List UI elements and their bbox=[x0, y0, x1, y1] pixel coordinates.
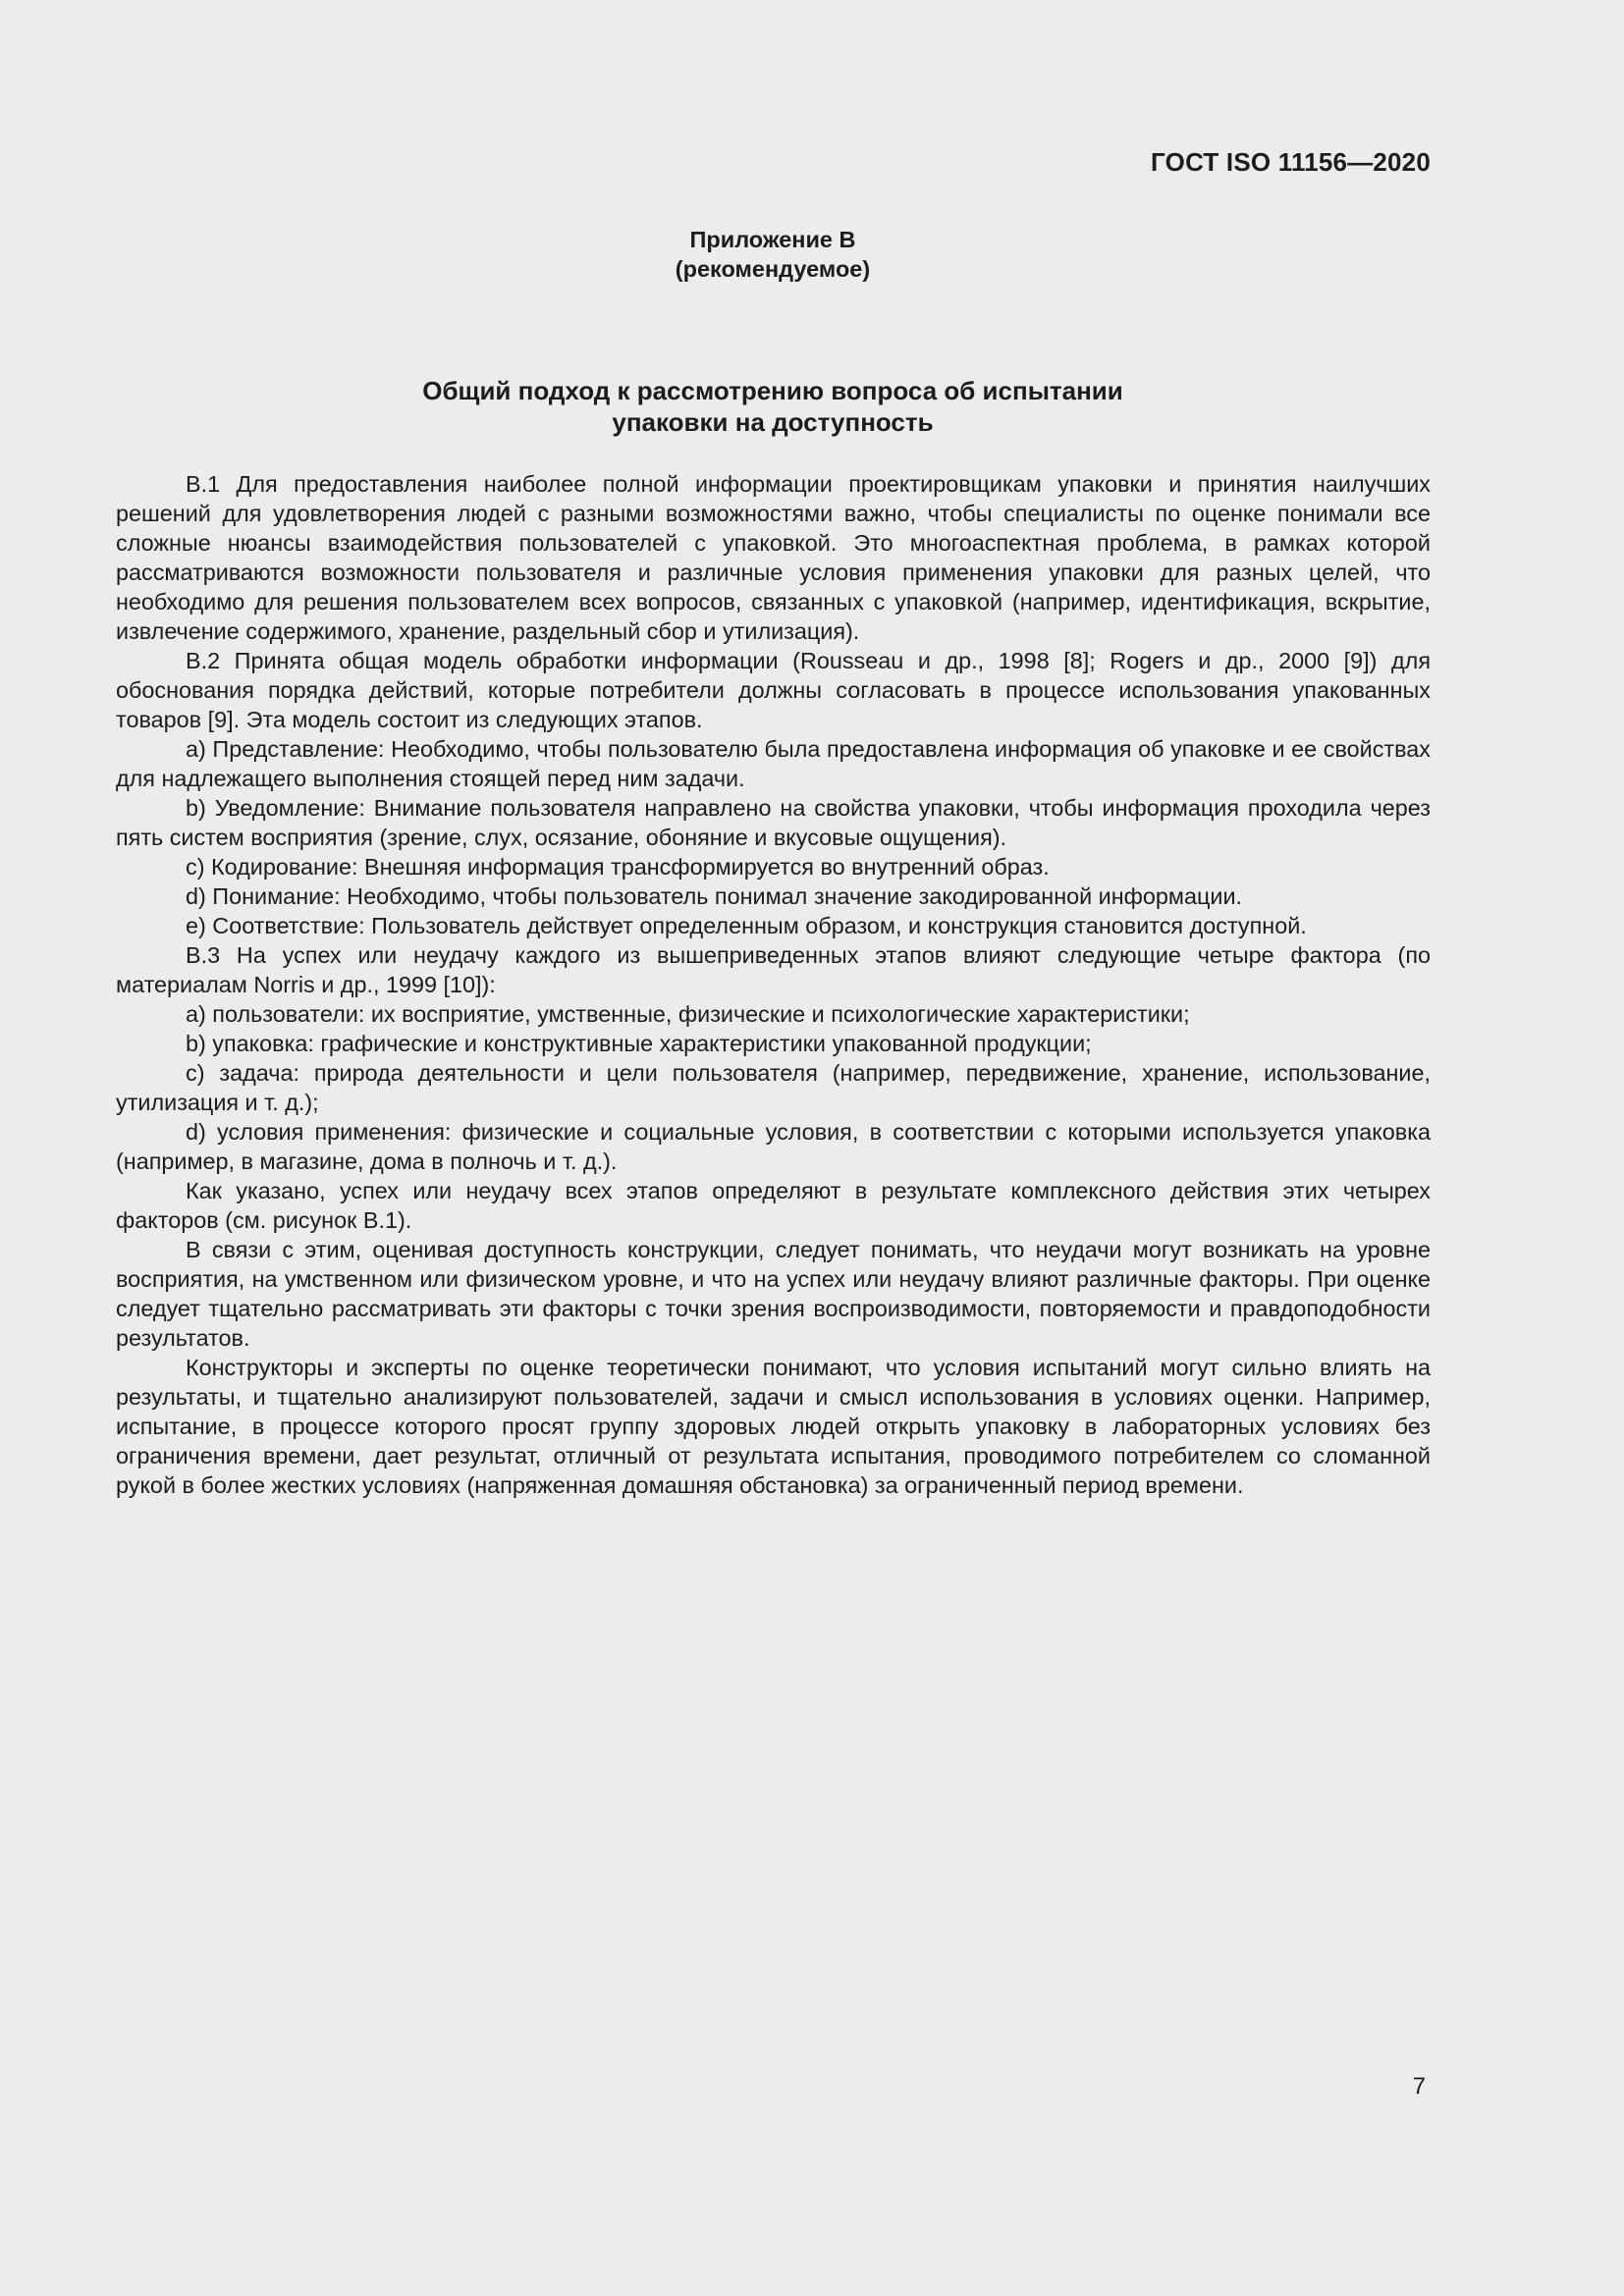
paragraph-b1: В.1 Для предоставления наиболее полной информации проектировщикам упаковки и принятия наилучших решений для удовлетворения людей с разными возможностями важно, чтобы специалисты по оценке понимали все сложные нюансы взаимодействия пользователей с упаковкой. Это многоаспектная проблема, в рамках которой рассматриваются возможности пользователя и различные условия применения упаковки для разных целей, что необходимо для решения пользователем всех вопросов, связанных с упаковкой (например, идентификация, вскрытие, извлечение содержимого, хранение, раздельный сбор и утилизация). bbox=[116, 471, 1431, 644]
paragraph-evaluation: В связи с этим, оценивая доступность конструкции, следует понимать, что неудачи могут возникать на уровне восприятия, на умственном или физическом уровне, и что на успех или неудачу влияют различные факторы. При оценке следует тщательно рассматривать эти факторы с точки зрения воспроизводимости, повторяемости и правдоподобности результатов. bbox=[116, 1237, 1431, 1351]
list-item-stage-d: d) Понимание: Необходимо, чтобы пользователь понимал значение закодированной информации. bbox=[186, 883, 1243, 909]
appendix-label: Приложение В bbox=[689, 227, 856, 252]
list-item-stage-c: c) Кодирование: Внешняя информация трансформируется во внутренний образ. bbox=[186, 854, 1050, 880]
paragraph-summary: Как указано, успех или неудачу всех этапов определяют в результате комплексного действия этих четырех факторов (см. рисунок В.1). bbox=[116, 1178, 1431, 1233]
list-item-factor-d: d) условия применения: физические и социальные условия, в соответствии с которыми используется упаковка (например, в магазине, дома в полночь и т. д.). bbox=[116, 1119, 1431, 1174]
list-item-factor-c: c) задача: природа деятельности и цели пользователя (например, передвижение, хранение, использование, утилизация и т. д.); bbox=[116, 1060, 1431, 1115]
list-item-factor-b: b) упаковка: графические и конструктивные характеристики упакованной продукции; bbox=[186, 1031, 1092, 1056]
section-title-line-2: упаковки на доступность bbox=[612, 407, 934, 437]
list-item-stage-a: a) Представление: Необходимо, чтобы пользователю была предоставлена информация об упаковке и ее свойствах для надлежащего выполнения стоящей перед ним задачи. bbox=[116, 736, 1431, 791]
section-title bbox=[0, 375, 1545, 438]
appendix-heading bbox=[0, 225, 1545, 284]
section-title-line-1: Общий подход к рассмотрению вопроса об испытании bbox=[422, 376, 1123, 405]
page-number: 7 bbox=[1412, 2073, 1426, 2100]
list-item-factor-a: a) пользователи: их восприятие, умственные, физические и психологические характеристики; bbox=[186, 1001, 1190, 1027]
document-code: ГОСТ ISO 11156—2020 bbox=[1151, 147, 1431, 177]
paragraph-b2: В.2 Принята общая модель обработки информации (Rousseau и др., 1998 [8]; Rogers и др., 2000 [9]) для обоснования порядка действий, которые потребители должны согласовать в процессе использования упакованных товаров [9]. Эта модель состоит из следующих этапов. bbox=[116, 648, 1431, 732]
paragraph-b3: В.3 На успех или неудачу каждого из вышеприведенных этапов влияют следующие четыре фактора (по материалам Norris и др., 1999 [10]): bbox=[116, 942, 1431, 997]
body-text bbox=[116, 469, 1431, 1500]
appendix-type: (рекомендуемое) bbox=[675, 256, 871, 282]
list-item-stage-e: e) Соответствие: Пользователь действует определенным образом, и конструкция становится доступной. bbox=[186, 913, 1307, 938]
paragraph-conditions: Конструкторы и эксперты по оценке теоретически понимают, что условия испытаний могут сильно влиять на результаты, и тщательно анализируют пользователей, задачи и смысл использования в условиях оценки. Например, испытание, в процессе которого просят группу здоровых людей открыть упаковку в лабораторных условиях без ограничения времени, дает результат, отличный от результата испытания, проводимого потребителем со сломанной рукой в более жестких условиях (напряженная домашняя обстановка) за ограниченный период времени. bbox=[116, 1355, 1431, 1498]
list-item-stage-b: b) Уведомление: Внимание пользователя направлено на свойства упаковки, чтобы информация проходила через пять систем восприятия (зрение, слух, осязание, обоняние и вкусовые ощущения). bbox=[116, 795, 1431, 850]
